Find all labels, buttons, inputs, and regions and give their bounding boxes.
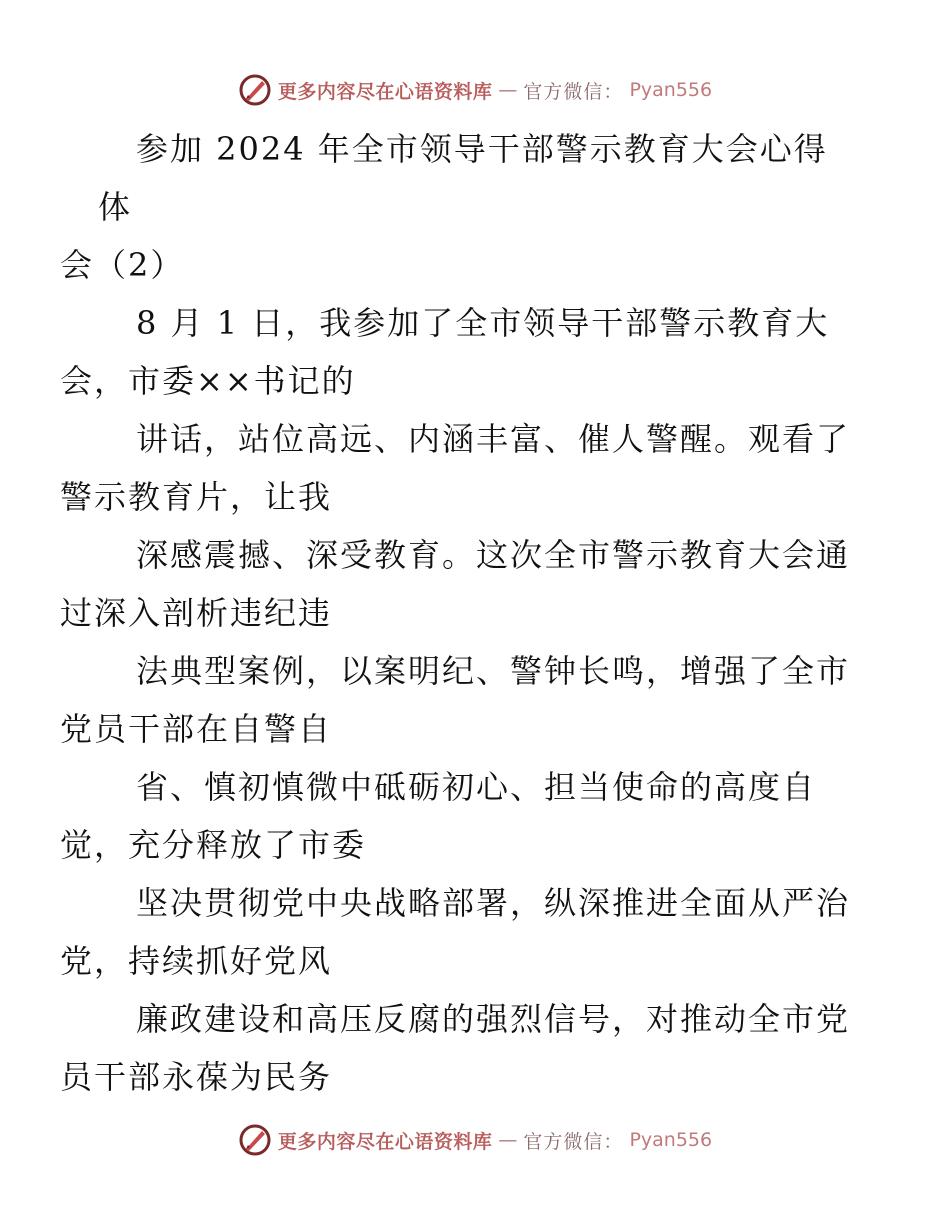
paragraph — [60, 758, 858, 874]
paragraph-line: 讲话，站位高远、内涵丰富、催人警醒。观看了 — [136, 420, 851, 458]
banner-brand: 更多内容尽在心语资料库 — [277, 80, 493, 103]
paragraph — [60, 120, 858, 294]
paragraph-line: 深感震撼、深受教育。这次全市警示教育大会通 — [136, 536, 851, 574]
paragraph-line: 法典型案例，以案明纪、警钟长鸣，增强了全市 — [136, 652, 851, 690]
banner-dash: — — [498, 79, 518, 101]
paragraph-line: 8 月 1 日，我参加了全市领导干部警示教育大 — [136, 304, 830, 342]
paragraph — [60, 294, 858, 410]
paragraph-line: 廉政建设和高压反腐的强烈信号，对推动全市党 — [136, 1000, 851, 1038]
paragraph-line: 会，市委××书记的 — [60, 362, 356, 400]
banner-dash: — — [498, 1129, 518, 1151]
paragraph-line: 党，持续抓好党风 — [60, 942, 333, 980]
paragraph-line: 警示教育片，让我 — [60, 478, 333, 516]
document-body — [60, 120, 858, 1106]
banner-brand: 更多内容尽在心语资料库 — [277, 1130, 493, 1153]
footer-banner — [0, 1120, 950, 1160]
paragraph — [60, 526, 858, 642]
paragraph-line: 过深入剖析违纪违 — [60, 594, 333, 632]
paragraph-line: 员干部永葆为民务 — [60, 1058, 333, 1096]
paragraph — [60, 874, 858, 990]
banner-label: 官方微信： — [523, 1130, 624, 1153]
paragraph — [60, 642, 858, 758]
paragraph-line: 参加 2024 年全市领导干部警示教育大会心得体 — [98, 130, 828, 226]
paragraph-line: 觉，充分释放了市委 — [60, 826, 367, 864]
paragraph-line: 会（2） — [60, 246, 185, 284]
paragraph-line: 坚决贯彻党中央战略部署，纵深推进全面从严治 — [136, 884, 851, 922]
banner-label: 官方微信： — [523, 80, 624, 103]
paragraph — [60, 410, 858, 526]
header-banner — [0, 70, 950, 110]
quill-logo-icon — [238, 73, 272, 107]
paragraph-line: 省、慎初慎微中砥砺初心、担当使命的高度自 — [136, 768, 817, 806]
quill-logo-icon — [238, 1123, 272, 1157]
banner-wechat-id: Pyan556 — [629, 79, 713, 101]
paragraph-line: 党员干部在自警自 — [60, 710, 333, 748]
paragraph — [60, 990, 858, 1106]
banner-wechat-id: Pyan556 — [629, 1129, 713, 1151]
